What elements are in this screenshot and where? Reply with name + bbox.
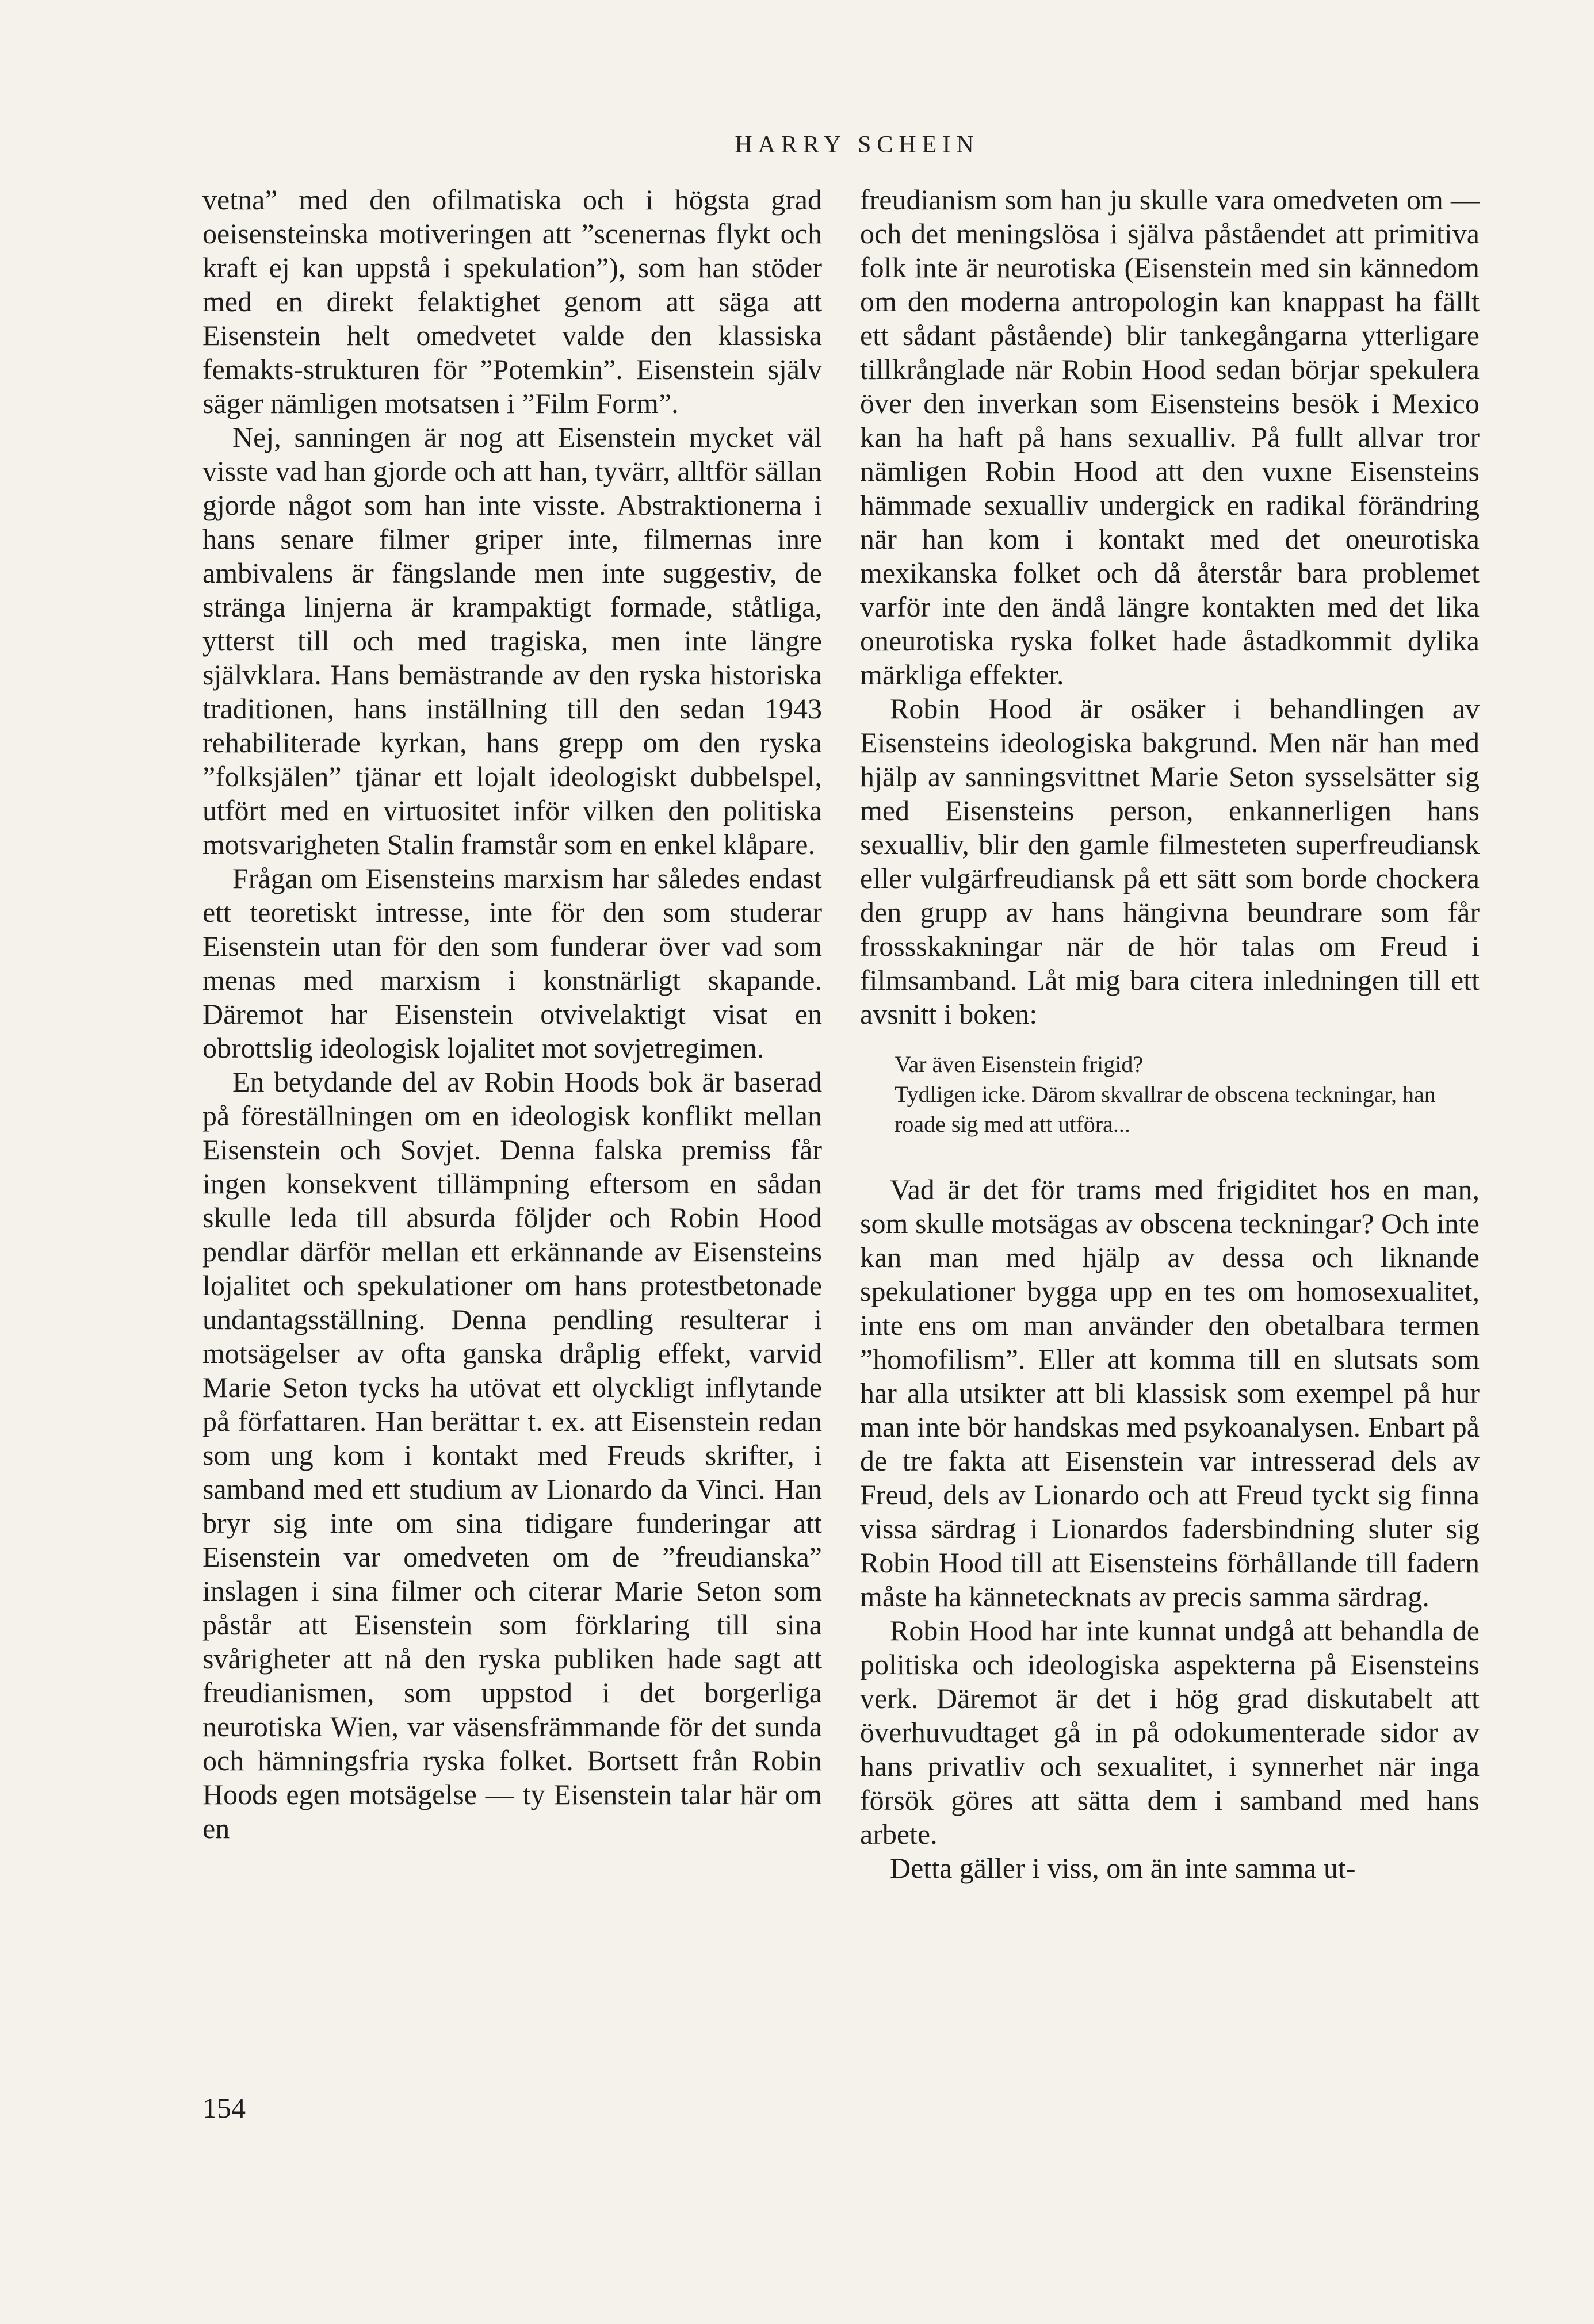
- block-quote: [895, 1050, 1480, 1139]
- page-number: 154: [202, 2092, 246, 2124]
- right-paragraph-2: Robin Hood är osäker i behandlingen av Eisensteins ideologiska bakgrund. Men när han med hjälp av sanningsvittnet Marie Seton sysselsätter sig med Eisensteins person, enkannerligen hans sexualliv, blir den gamle filmesteten superfreudiansk eller vulgärfreudiansk på ett sätt som borde chockera den grupp av hans hängivna beundrare som får frossskakningar när de hör talas om Freud i filmsamband. Låt mig bara citera inledningen till ett avsnitt i boken:: [860, 692, 1480, 1030]
- running-head: HARRY SCHEIN: [735, 132, 980, 158]
- quote-line-1: Var även Eisenstein frigid?: [895, 1051, 1144, 1077]
- right-paragraph-5: Detta gäller i viss, om än inte samma ut-: [890, 1852, 1356, 1884]
- left-paragraph-1: vetna” med den ofilmatiska och i högsta grad oeisensteinska motiveringen att ”scenernas flykt och kraft ej kan uppstå i spekulation”), som han stöder med en direkt felaktighet genom att säga att Eisenstein helt omedvetet valde den klassiska femakts-strukturen för ”Potemkin”. Eisenstein själv säger nämligen motsatsen i ”Film Form”.: [202, 183, 822, 419]
- right-paragraph-1: freudianism som han ju skulle vara omedveten om — och det meningslösa i själva påståendet att primitiva folk inte är neurotiska (Eisenstein med sin kännedom om den moderna antropologin kan knappast ha fällt ett sådant påstående) blir tankegångarna ytterligare tillkrånglade när Robin Hood sedan börjar spekulera över den inverkan som Eisensteins besök i Mexico kan ha haft på hans sexualliv. På fullt allvar tror nämligen Robin Hood att den vuxne Eisensteins hämmade sexualliv undergick en radikal förändring när han kom i kontakt med det oneurotiska mexikanska folket och då återstår bara problemet varför inte den ändå längre kontakten med det lika oneurotiska ryska folket hade åstadkommit dylika märkliga effekter.: [860, 183, 1480, 691]
- quote-line-2: Tydligen icke. Därom skvallrar de obscena teckningar, han roade sig med att utföra...: [895, 1081, 1436, 1137]
- left-paragraph-2: Nej, sanningen är nog att Eisenstein mycket väl visste vad han gjorde och att han, tyvärr, alltför sällan gjorde något som han inte visste. Abstraktionerna i hans senare filmer griper inte, filmernas inre ambivalens är fängslande men inte suggestiv, de stränga linjerna är krampaktigt formade, ståtliga, ytterst till och med tragiska, men inte längre självklara. Hans bemästrande av den ryska historiska traditionen, hans inställning till den sedan 1943 rehabiliterade kyrkan, hans grepp om den ryska ”folksjälen” tjänar ett lojalt ideologiskt dubbelspel, utfört med en virtuositet inför vilken den politiska motsvarigheten Stalin framstår som en enkel klåpare.: [202, 421, 822, 860]
- right-paragraph-3: Vad är det för trams med frigiditet hos en man, som skulle motsägas av obscena teckningar? Och inte kan man med hjälp av dessa och liknande spekulationer bygga upp en tes om homosexualitet, inte ens om man använder den obetalbara termen ”homofilism”. Eller att komma till en slutsats som har alla utsikter att bli klassisk som exempel på hur man inte bör handskas med psykoanalysen. Enbart på de tre fakta att Eisenstein var intresserad dels av Freud, dels av Lionardo och att Freud tyckt sig finna vissa särdrag i Lionardos fadersbindning sluter sig Robin Hood till att Eisensteins förhållande till fadern måste ha kännetecknats av precis samma särdrag.: [860, 1173, 1480, 1613]
- left-paragraph-3: Frågan om Eisensteins marxism har således endast ett teoretiskt intresse, inte för den som studerar Eisenstein utan för den som funderar över vad som menas med marxism i konstnärligt skapande. Däremot har Eisenstein otvivelaktigt visat en obrottslig ideologisk lojalitet mot sovjetregimen.: [202, 862, 822, 1064]
- right-paragraph-4: Robin Hood har inte kunnat undgå att behandla de politiska och ideologiska aspekterna på Eisensteins verk. Däremot är det i hög grad diskutabelt att överhuvudtaget gå in på odokumenterade sidor av hans privatliv och sexualitet, i synnerhet när inga försök göres att sätta dem i samband med hans arbete.: [860, 1614, 1480, 1850]
- left-column: [202, 183, 822, 1846]
- right-column: [860, 183, 1480, 1885]
- left-paragraph-4: En betydande del av Robin Hoods bok är baserad på föreställningen om en ideologisk konflikt mellan Eisenstein och Sovjet. Denna falska premiss får ingen konsekvent tillämpning eftersom en sådan skulle leda till absurda följder och Robin Hood pendlar därför mellan ett erkännande av Eisensteins lojalitet och spekulationer om hans protestbetonade undantagsställning. Denna pendling resulterar i motsägelser av ofta ganska dråplig effekt, varvid Marie Seton tycks ha utövat ett olyckligt inflytande på författaren. Han berättar t. ex. att Eisenstein redan som ung kom i kontakt med Freuds skrifter, i samband med ett studium av Lionardo da Vinci. Han bryr sig inte om sina tidigare funderingar att Eisenstein var omedveten om de ”freudianska” inslagen i sina filmer och citerar Marie Seton som påstår att Eisenstein som förklaring till sina svårigheter att nå den ryska publiken hade sagt att freudianismen, som uppstod i det borgerliga neurotiska Wien, var väsensfrämmande för det sunda och hämningsfria ryska folket. Bortsett från Robin Hoods egen motsägelse — ty Eisenstein talar här om en: [202, 1066, 822, 1844]
